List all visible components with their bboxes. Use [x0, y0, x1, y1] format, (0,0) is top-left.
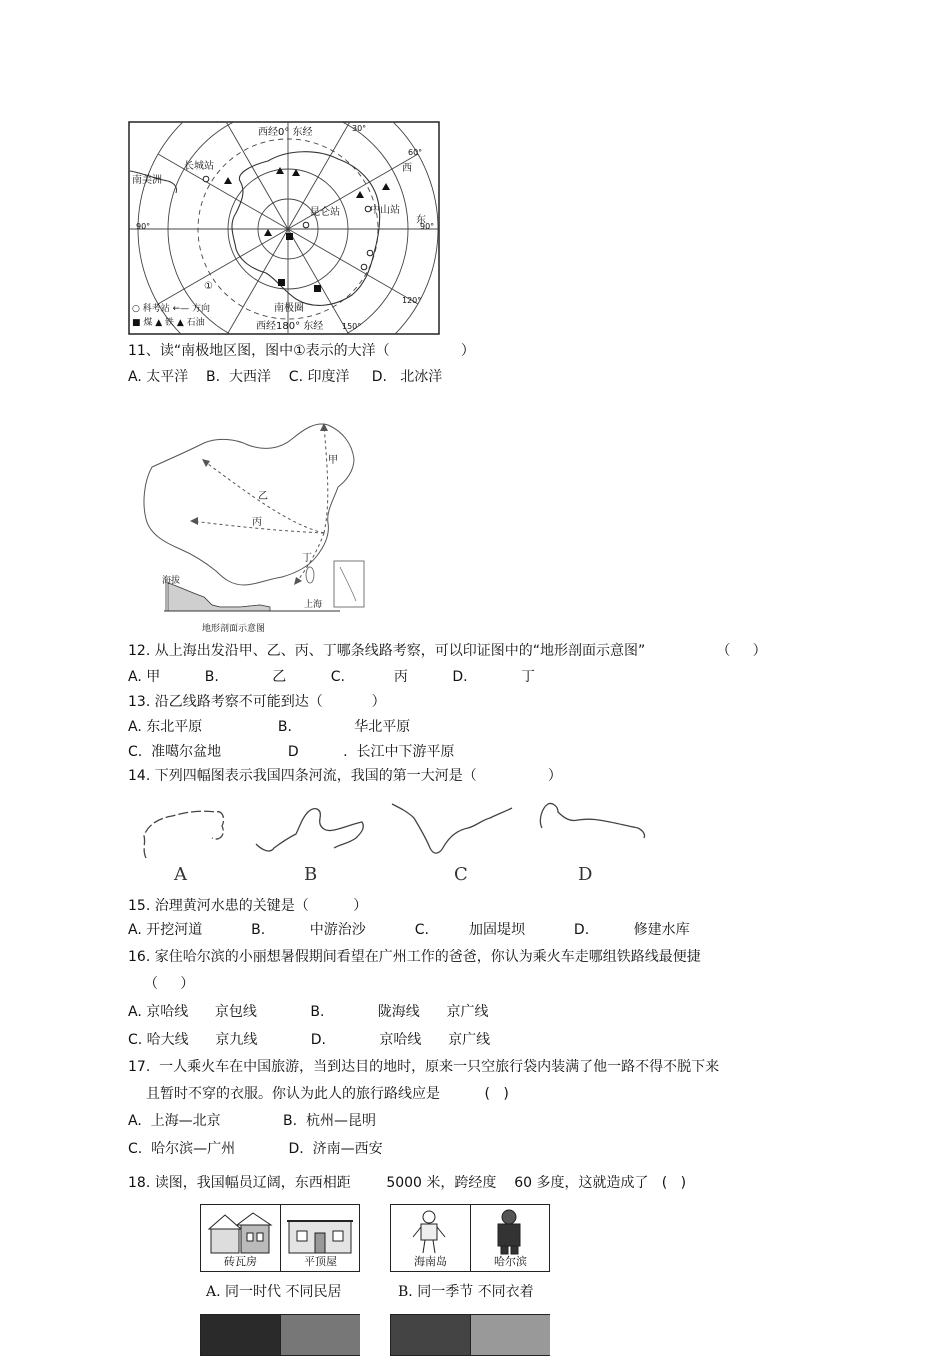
river-figures — [138, 798, 650, 890]
label-zhongshan-station: 中山站 — [370, 205, 400, 216]
question-14-stem: 14. 下列四幅图表示我国四条河流，我国的第一大河是（ ） — [128, 768, 562, 784]
panel-b-left — [391, 1205, 470, 1271]
question-13-options-1: A. 东北平原 B. 华北平原 — [128, 719, 411, 735]
profile-caption: 地形剖面示意图 — [202, 624, 266, 634]
route-label-ding: 丁 — [302, 553, 312, 564]
panel-d-partial — [390, 1314, 550, 1356]
map-legend-1: ○ 科考站 ←— 方向 — [132, 304, 210, 314]
question-17-stem-2: 且暂时不穿的衣服。你认为此人的旅行路线应是 ( ) — [146, 1086, 509, 1102]
label-ocean-1: ① — [204, 281, 213, 292]
china-outline — [144, 424, 354, 585]
svg-text:30°: 30° — [352, 124, 367, 133]
label-shanghai: 上海 — [304, 600, 323, 610]
antarctic-map — [128, 121, 440, 335]
question-12-options: A. 甲 B. 乙 C. 丙 D. 丁 — [128, 669, 536, 685]
svg-text:西: 西 — [402, 163, 412, 174]
question-13-stem: 13. 沿乙线路考察不可能到达（ ） — [128, 694, 386, 710]
question-13-options-2: C. 准噶尔盆地 D . 长江中下游平原 — [128, 744, 455, 760]
panel-a-right — [280, 1205, 360, 1271]
river-d-line — [540, 803, 644, 838]
question-16-paren: （ ） — [144, 976, 195, 992]
question-12-stem: 12. 从上海出发沿甲、乙、丙、丁哪条线路考察，可以印证图中的“地形剖面示意图” （ ） — [128, 643, 767, 659]
svg-text:120°: 120° — [402, 296, 422, 305]
svg-text:60°: 60° — [408, 148, 423, 157]
svg-text:90°: 90° — [136, 222, 151, 231]
caption-flat-roof: 平顶屋 — [304, 1255, 337, 1268]
caption-brick-house: 砖瓦房 — [224, 1255, 257, 1268]
river-label-a: A — [174, 864, 187, 885]
label-west0-east: 西经0° 东经 — [258, 127, 313, 138]
river-label-c: C — [454, 864, 468, 885]
question-16-options-2: C. 哈大线 京九线 D. 京哈线 京广线 — [128, 1032, 491, 1048]
svg-text:东: 东 — [416, 215, 426, 226]
route-label-yi: 乙 — [258, 491, 268, 502]
svg-text:90°: 90° — [420, 222, 435, 231]
question-17-options-1: A. 上海—北京 B. 杭州—昆明 — [128, 1113, 376, 1129]
panel-c-right — [280, 1315, 360, 1355]
question-16-stem: 16. 家住哈尔滨的小丽想暑假期间看望在广州工作的爸爸，你认为乘火车走哪组铁路线最便捷 — [128, 949, 701, 965]
question-18-stem: 18. 读图，我国幅员辽阔，东西相距 5000 米，跨经度 60 多度，这就造成了 ( ) — [128, 1175, 687, 1191]
panel-b-right — [470, 1205, 550, 1271]
river-a-line — [144, 811, 224, 858]
panel-d-right — [470, 1315, 550, 1355]
china-route-map — [140, 415, 368, 637]
label-great-wall-station: 长城站 — [184, 161, 214, 172]
svg-text:150°: 150° — [342, 322, 362, 331]
panel-a-left — [201, 1205, 280, 1271]
panel-d-left — [391, 1315, 470, 1355]
caption-hainan: 海南岛 — [414, 1255, 447, 1268]
panel-a-houses — [200, 1204, 360, 1272]
caption-option-b: B. 同一季节 不同衣着 — [398, 1284, 534, 1300]
caption-option-a: A. 同一时代 不同民居 — [206, 1284, 342, 1300]
question-15-options: A. 开挖河道 B. 中游治沙 C. 加固堤坝 D. 修建水库 — [128, 922, 690, 938]
label-altitude: 海拔 — [162, 576, 181, 586]
label-antarctic-circle: 南极圈 — [274, 303, 304, 314]
question-17-stem-1: 17. 一人乘火车在中国旅游，当到达目的地时，原来一只空旅行袋内装满了他一路不得不脱下来 — [128, 1059, 720, 1075]
panel-c-partial — [200, 1314, 360, 1356]
question-15-stem: 15. 治理黄河水患的关键是（ ） — [128, 898, 368, 914]
label-south-america: 南美洲 — [132, 175, 162, 186]
map-legend-2: ■ 煤 ▲ 铁 ▲ 石油 — [132, 318, 205, 328]
river-c-line — [392, 804, 512, 853]
label-west180-east: 西经180° 东经 — [256, 321, 324, 332]
route-label-jia: 甲 — [328, 455, 338, 466]
river-label-b: B — [304, 864, 318, 885]
panel-c-left — [201, 1315, 280, 1355]
route-label-bing: 丙 — [252, 517, 262, 528]
river-b-line — [256, 809, 363, 851]
question-11-stem: 11、读“南极地区图，图中①表示的大洋（ ） — [128, 343, 475, 359]
caption-harbin: 哈尔滨 — [494, 1255, 527, 1268]
label-kunlun-station: 昆仑站 — [310, 207, 340, 218]
river-label-d: D — [578, 864, 593, 885]
question-16-options-1: A. 京哈线 京包线 B. 陇海线 京广线 — [128, 1004, 489, 1020]
question-17-options-2: C. 哈尔滨—广州 D. 济南—西安 — [128, 1141, 383, 1157]
panel-b-clothing — [390, 1204, 550, 1272]
question-11-options: A. 太平洋 B. 大西洋 C. 印度洋 D. 北冰洋 — [128, 369, 443, 385]
